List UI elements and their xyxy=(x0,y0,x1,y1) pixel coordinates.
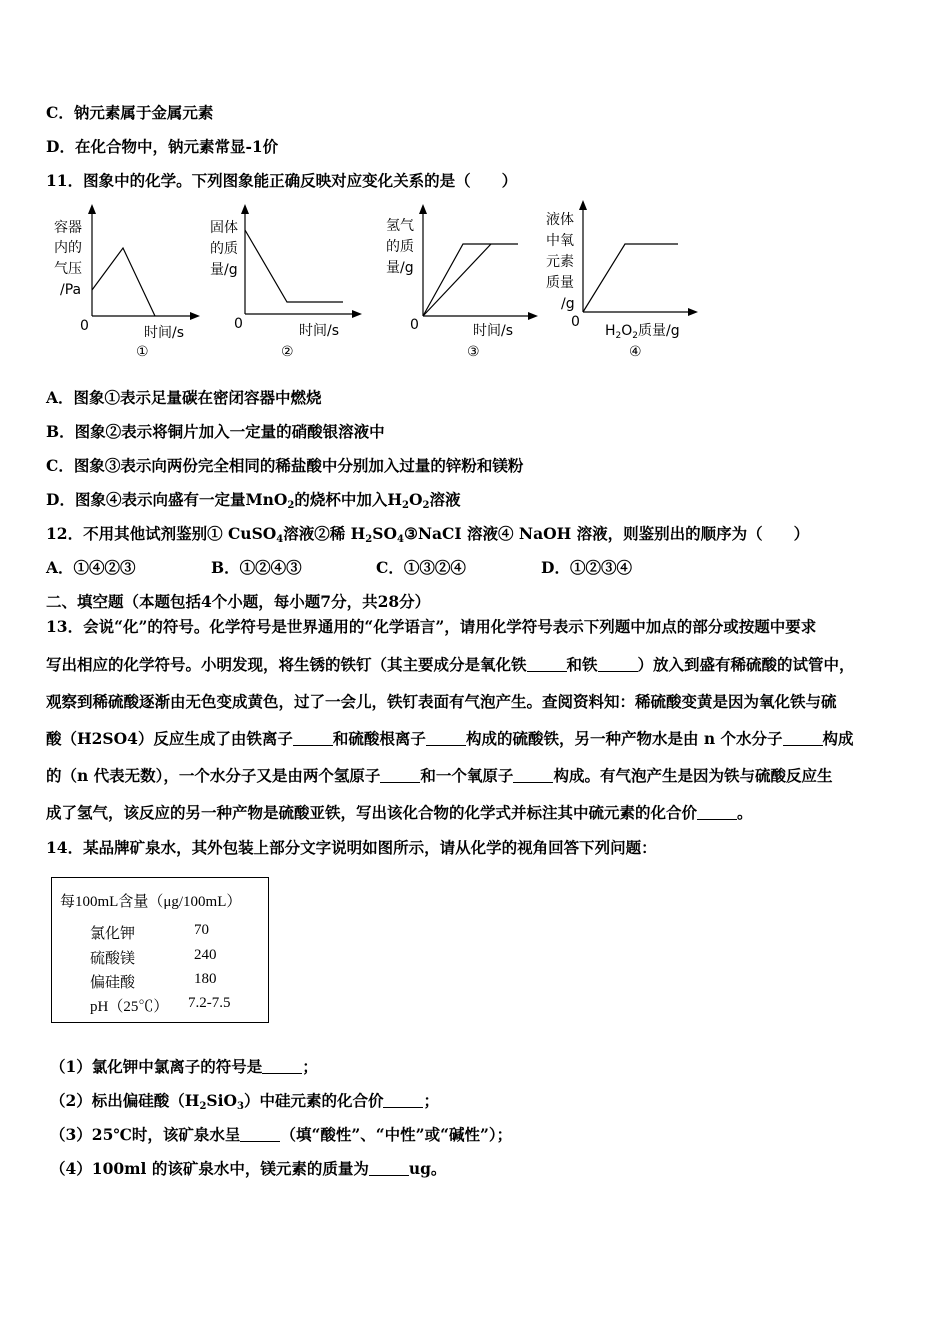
q13-line-2 xyxy=(46,655,855,675)
label-row-value: 70 xyxy=(194,922,209,938)
q11-option-a: A．图象①表示足量碳在密闭容器中燃烧 xyxy=(46,388,322,407)
q14-1a: （1）氯化钾中氯离子的符号是 xyxy=(50,1057,263,1076)
q14-part-4 xyxy=(50,1159,446,1179)
option-d: D．在化合物中，钠元素常显-1价 xyxy=(46,137,279,156)
q13-line-3: 观察到稀硫酸逐渐由无色变成黄色，过了一会儿，铁钉表面有气泡产生。查阅资料知：稀硫酸变黄是因为氧化铁与硫 xyxy=(46,692,837,711)
graph-2-ylabel-0: 固体 xyxy=(210,220,238,236)
graph-4-ylabel-4: /g xyxy=(561,296,575,312)
graph-4-ylabel-1: 中氧 xyxy=(546,233,574,249)
q12-sub3: 4 xyxy=(396,534,404,545)
label-header: 每100mL含量（μg/100mL） xyxy=(60,894,242,910)
answer-blank[interactable] xyxy=(527,657,567,672)
q11-d-o: O xyxy=(408,490,423,509)
q14-2-sub1: 2 xyxy=(199,1101,207,1112)
graph-4-ylabel-3: 质量 xyxy=(546,275,574,291)
graph-1-ylabel-1: 内的 xyxy=(54,240,82,256)
graph-2 xyxy=(205,198,365,362)
q12-sub2: 2 xyxy=(365,534,373,545)
graph-4-ylabel-0: 液体 xyxy=(546,212,574,228)
graph-3-origin: 0 xyxy=(410,317,419,333)
q11-d-sub3: 2 xyxy=(422,500,430,511)
answer-blank[interactable] xyxy=(293,731,333,746)
q14-4b: ug。 xyxy=(408,1159,447,1178)
graph-3-ylabel-1: 的质 xyxy=(386,239,414,255)
q11-d-sub1: 2 xyxy=(287,500,295,511)
q11-option-c: C．图象③表示向两份完全相同的稀盐酸中分别加入过量的锌粉和镁粉 xyxy=(46,456,524,475)
q11-d-pre: D．图象④表示向盛有一定量MnO xyxy=(46,490,288,509)
q14-4a: （4）100ml 的该矿泉水中，镁元素的质量为 xyxy=(50,1159,369,1178)
graph-1-curve xyxy=(92,248,155,316)
q12-option-b: B．①②④③ xyxy=(211,558,302,577)
graph-4 xyxy=(543,198,703,362)
graph-1-svg xyxy=(50,198,200,358)
graph-4-y-arrow xyxy=(579,200,587,210)
q14-2c: ）中硅元素的化合价 xyxy=(243,1091,384,1110)
graph-4-number: ④ xyxy=(629,344,642,360)
graph-2-xlabel: 时间/s xyxy=(299,323,340,339)
graph-2-svg xyxy=(205,198,365,358)
q11-option-b: B．图象②表示将铜片加入一定量的硝酸银溶液中 xyxy=(46,422,385,441)
q11-option-d xyxy=(46,490,460,516)
graph-1 xyxy=(50,198,200,362)
graph-3-curve-fast xyxy=(423,244,518,316)
graph-2-curve xyxy=(245,230,343,302)
section-2-title: 二、填空题（本题包括4个小题，每小题7分，共28分） xyxy=(46,592,431,611)
q13-l2a: 写出相应的化学符号。小明发现，将生锈的铁钉（其主要成分是氧化铁 xyxy=(46,655,527,674)
graph-4-xlabel-h: H xyxy=(605,323,616,339)
graph-3-xlabel: 时间/s xyxy=(473,323,514,339)
q13-l4c: 构成的硫酸铁，另一种产物水是由 n 个水分子 xyxy=(465,729,783,748)
graph-3-y-arrow xyxy=(419,204,427,214)
graph-4-xlabel-sub-a: 2 xyxy=(615,331,622,341)
label-row-name: 氯化钾 xyxy=(90,926,136,942)
graph-1-y-arrow xyxy=(88,204,96,214)
option-c: C．钠元素属于金属元素 xyxy=(46,103,214,122)
graph-1-x-arrow xyxy=(190,312,200,320)
q14-3a: （3）25℃时，该矿泉水呈 xyxy=(50,1125,241,1144)
q14-2a: （2）标出偏硅酸（H xyxy=(50,1091,200,1110)
graph-3-x-arrow xyxy=(528,312,538,320)
question-12 xyxy=(46,524,809,550)
q14-2b: SiO xyxy=(206,1091,237,1110)
graph-3-ylabel-2: 量/g xyxy=(386,260,414,276)
answer-blank[interactable] xyxy=(262,1059,302,1074)
answer-blank[interactable] xyxy=(697,805,737,820)
graph-4-svg xyxy=(543,198,703,358)
graph-4-xlabel-o: O xyxy=(621,323,633,339)
q13-l6a: 成了氢气，该反应的另一种产物是硫酸亚铁，写出该化合物的化学式并标注其中硫元素的化合价 xyxy=(46,803,698,822)
graph-1-ylabel-2: 气压 xyxy=(54,261,82,277)
q14-part-3 xyxy=(50,1125,512,1145)
graph-2-ylabel-2: 量/g xyxy=(210,262,238,278)
q11-d-sub2: 2 xyxy=(402,500,409,511)
q12-mid1: 溶液②稀 H xyxy=(283,524,366,543)
q14-part-1 xyxy=(50,1057,318,1077)
q13-l4b: 和硫酸根离子 xyxy=(332,729,426,748)
label-row-value: 180 xyxy=(194,971,217,987)
q12-pre: 12．不用其他试剂鉴别① CuSO xyxy=(46,524,277,543)
q12-mid2: SO xyxy=(372,524,397,543)
graph-3-number: ③ xyxy=(467,344,480,360)
graph-4-xlabel-sub-b: 2 xyxy=(632,331,639,341)
label-row-name: pH（25℃） xyxy=(90,999,169,1015)
answer-blank[interactable] xyxy=(383,1093,423,1108)
q13-l5b: 和一个氧原子 xyxy=(420,766,514,785)
q13-l6b: 。 xyxy=(737,803,753,822)
q14-2d: ； xyxy=(423,1091,439,1110)
q11-d-mid: 的烧杯中加入H xyxy=(294,490,402,509)
graph-2-x-arrow xyxy=(352,310,362,318)
q12-post: ③NaCI 溶液④ NaOH 溶液，则鉴别出的顺序为（ ） xyxy=(403,524,810,543)
label-row-name: 偏硅酸 xyxy=(90,975,136,991)
graph-4-xlabel xyxy=(605,323,680,341)
graph-3 xyxy=(383,198,543,362)
graph-1-origin: 0 xyxy=(80,318,89,334)
graph-1-xlabel: 时间/s xyxy=(144,325,185,341)
q13-l5a: 的（n 代表无数），一个水分子又是由两个氢原子 xyxy=(46,766,381,785)
q12-option-c: C．①③②④ xyxy=(376,558,466,577)
graph-3-ylabel-0: 氢气 xyxy=(386,218,414,234)
q13-line-6 xyxy=(46,803,753,823)
q13-l2c: ）放入到盛有稀硫酸的试管中， xyxy=(637,655,855,674)
graph-2-origin: 0 xyxy=(234,316,243,332)
answer-blank[interactable] xyxy=(513,768,553,783)
graph-4-ylabel-2: 元素 xyxy=(546,254,574,270)
q13-line-4 xyxy=(46,729,854,749)
q12-option-d: D．①②③④ xyxy=(541,558,632,577)
answer-blank[interactable] xyxy=(783,731,823,746)
graph-2-ylabel-1: 的质 xyxy=(210,241,238,257)
q14-1b: ； xyxy=(302,1057,318,1076)
q12-option-a: A．①④②③ xyxy=(46,558,136,577)
question-14: 14．某品牌矿泉水，其外包装上部分文字说明如图所示，请从化学的视角回答下列问题： xyxy=(46,838,657,857)
answer-blank[interactable] xyxy=(380,768,420,783)
answer-blank[interactable] xyxy=(240,1127,280,1142)
graph-4-curve xyxy=(583,244,678,312)
q11-d-post: 溶液 xyxy=(429,490,461,509)
q13-l4d: 构成 xyxy=(822,729,854,748)
graph-1-ylabel-3: /Pa xyxy=(60,282,82,298)
graph-1-ylabel-0: 容器 xyxy=(54,220,82,236)
graph-2-y-arrow xyxy=(241,204,249,214)
q13-l2b: 和铁 xyxy=(566,655,598,674)
label-row-value: 240 xyxy=(194,947,217,963)
question-11: 11．图象中的化学。下列图象能正确反映对应变化关系的是（ ） xyxy=(46,171,518,190)
graph-2-number: ② xyxy=(281,344,294,360)
graph-4-origin: 0 xyxy=(571,314,580,330)
answer-blank[interactable] xyxy=(598,657,638,672)
mineral-water-label xyxy=(51,877,269,1023)
q13-line-1: 13．会说“化”的符号。化学符号是世界通用的“化学语言”，请用化学符号表示下列题中加点的部分或按题中要求 xyxy=(46,617,817,636)
q13-line-5 xyxy=(46,766,832,786)
label-row-name: 硫酸镁 xyxy=(90,951,136,967)
q13-l5c: 构成。有气泡产生是因为铁与硫酸反应生 xyxy=(553,766,833,785)
graph-3-svg xyxy=(383,198,543,358)
q14-2-sub2: 3 xyxy=(237,1101,244,1112)
graph-4-xlabel-rest: 质量/g xyxy=(638,323,680,339)
q14-3b: （填“酸性”、“中性”或“碱性”）； xyxy=(280,1125,513,1144)
answer-blank[interactable] xyxy=(426,731,466,746)
graph-4-x-arrow xyxy=(688,308,698,316)
q13-l4a: 酸（H2SO4）反应生成了由铁离子 xyxy=(46,729,293,748)
answer-blank[interactable] xyxy=(369,1161,409,1176)
q14-part-2 xyxy=(50,1091,439,1117)
label-row-value: 7.2-7.5 xyxy=(188,995,231,1011)
q12-sub1: 4 xyxy=(276,534,284,545)
graph-1-number: ① xyxy=(136,344,149,360)
